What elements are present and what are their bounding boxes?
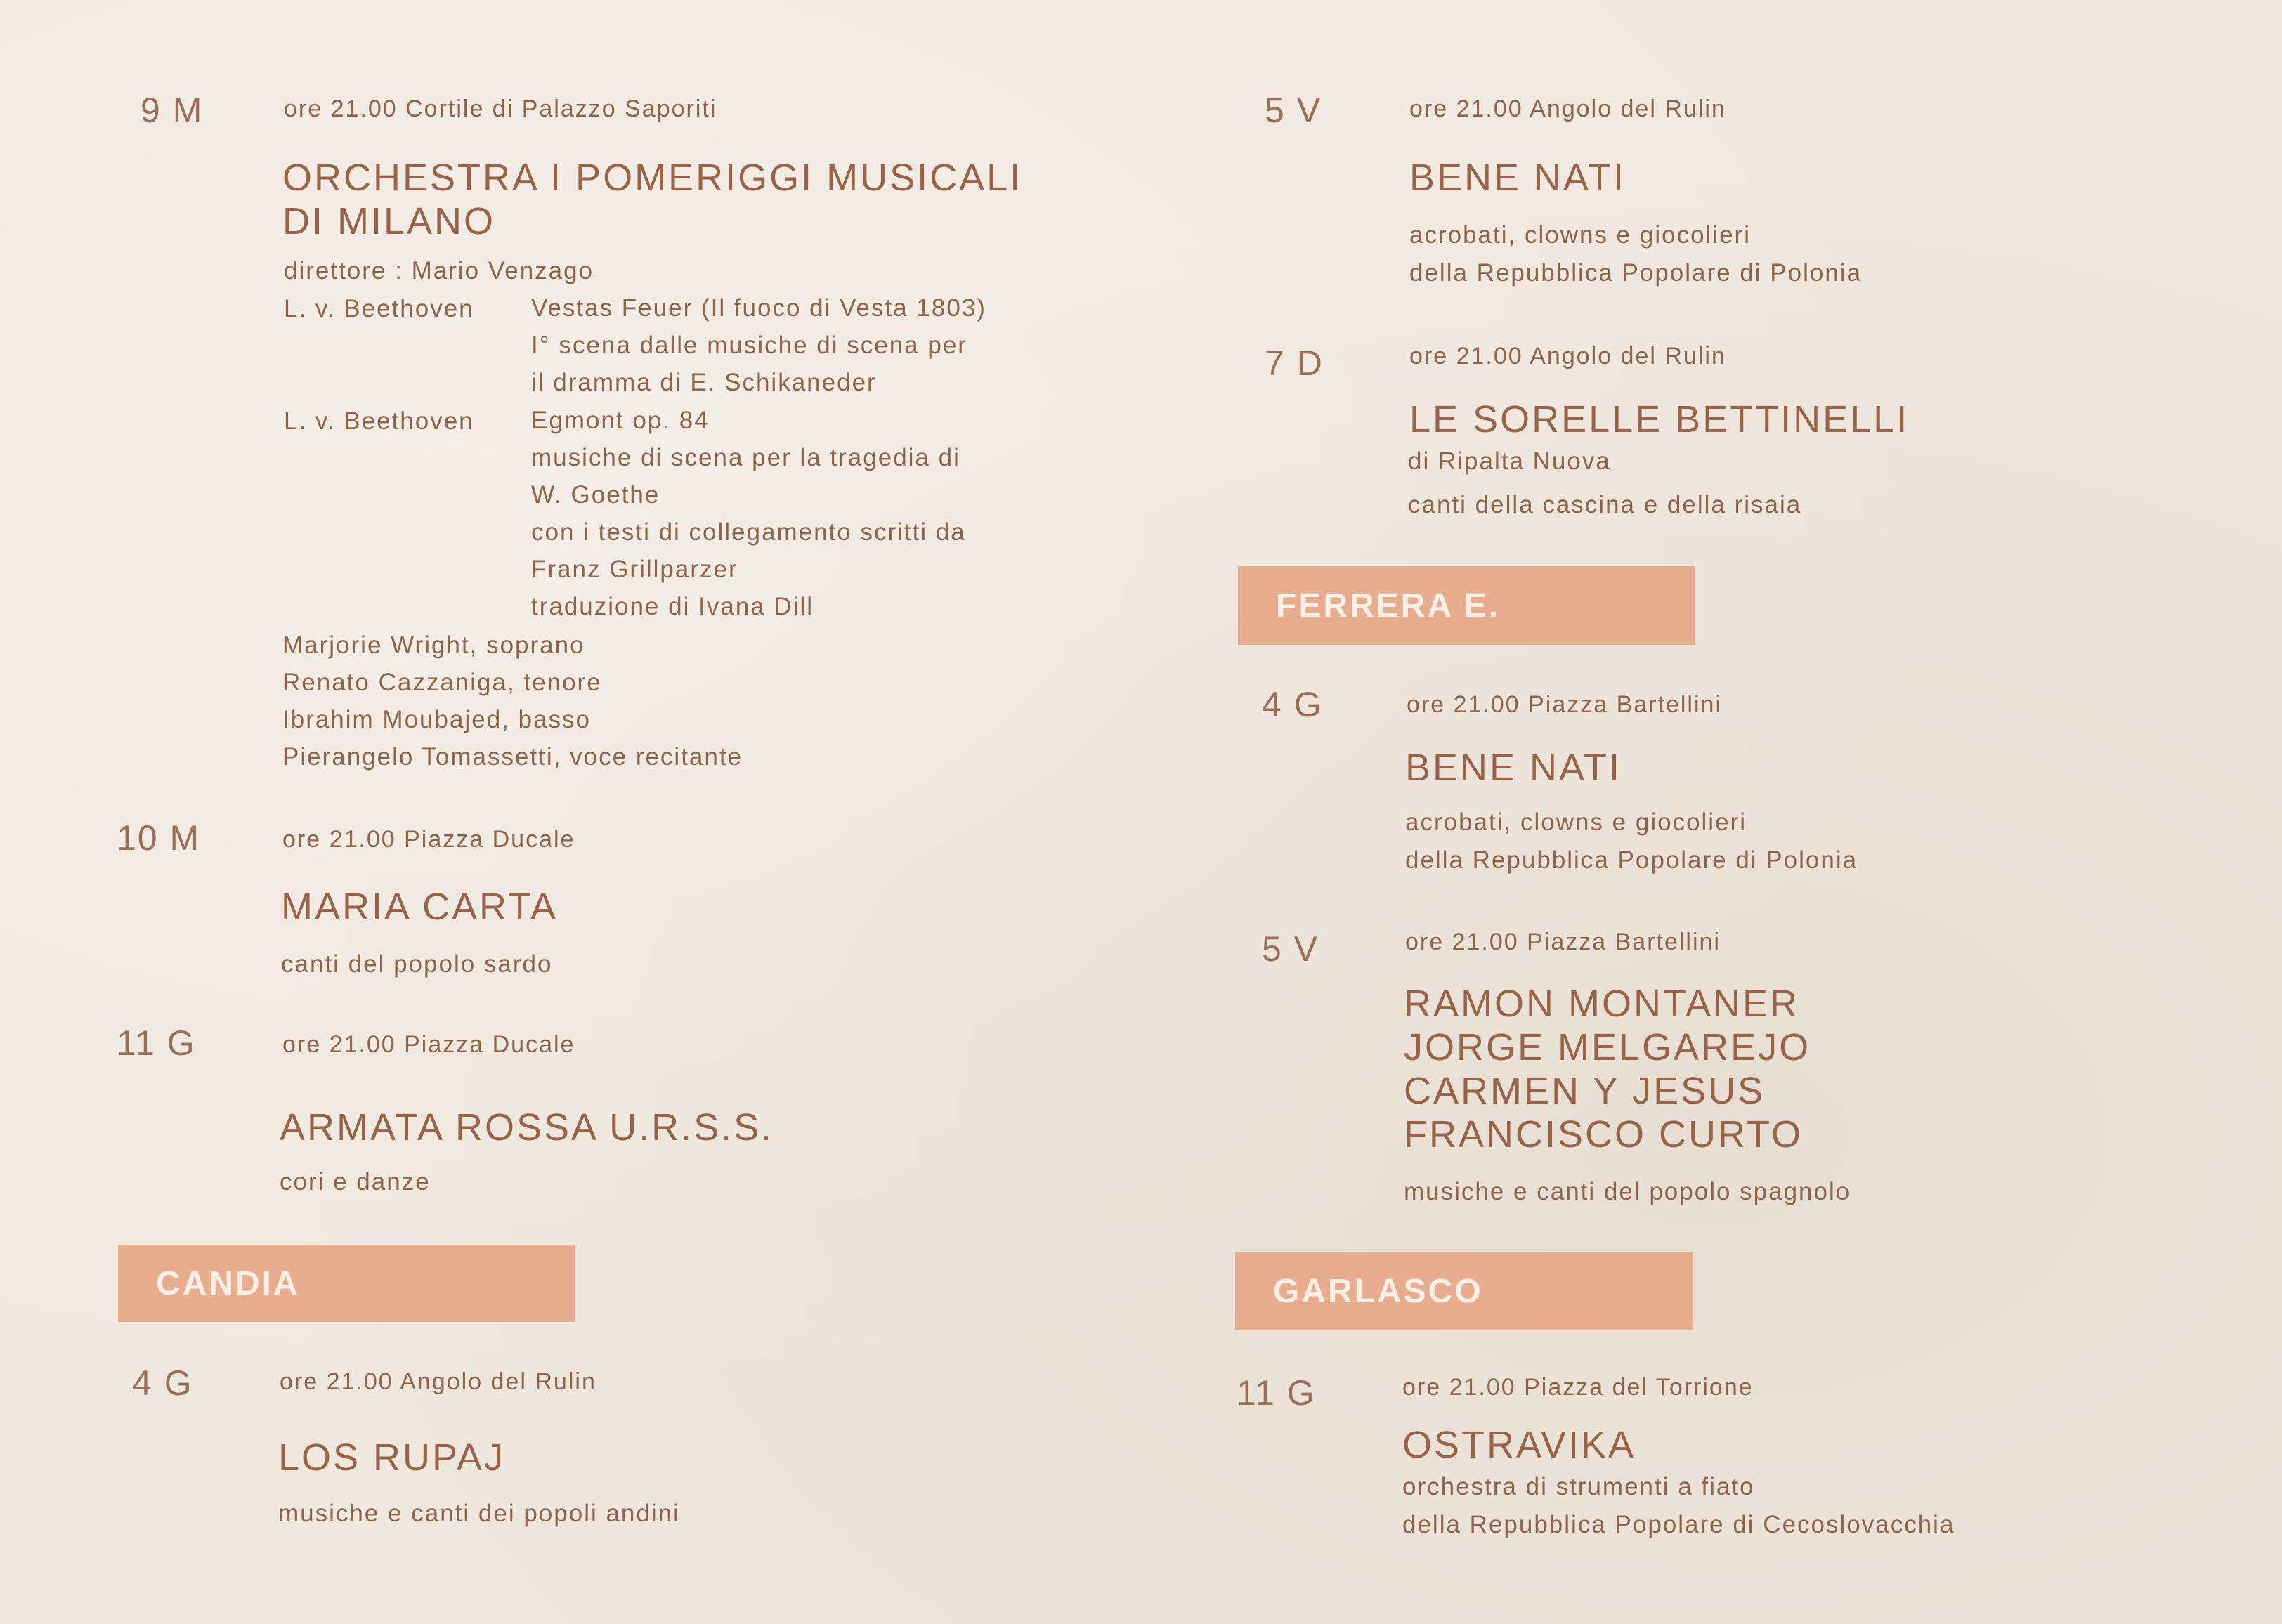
event-time-place: ore 21.00 Piazza Bartellini [1405, 929, 1721, 955]
event-title: LE SORELLE BETTINELLI [1409, 398, 1910, 440]
event-time-place: ore 21.00 Piazza Bartellini [1407, 691, 1723, 718]
program-work [531, 402, 966, 625]
section-header-candia: CANDIA [118, 1245, 575, 1322]
event-description: canti del popolo sardo [281, 950, 553, 978]
event-time-place: ore 21.00 Piazza del Torrione [1402, 1374, 1754, 1401]
event-title [1404, 982, 1811, 1156]
event-date: 4 G [1262, 685, 1323, 724]
program-line: traduzione di Ivana Dill [531, 593, 814, 620]
event-title: BENE NATI [1409, 157, 1626, 199]
event-date: 5 V [1265, 91, 1322, 130]
desc-line: di Ripalta Nuova [1408, 447, 1611, 475]
event-time-place: ore 21.00 Angolo del Rulin [1409, 96, 1726, 122]
event-time-place: ore 21.00 Piazza Ducale [282, 826, 575, 853]
composer: L. v. Beethoven [284, 407, 474, 435]
program-line: I° scena dalle musiche di scena per [531, 332, 967, 359]
section-header-garlasco: GARLASCO [1235, 1252, 1693, 1330]
program-line: Egmont op. 84 [531, 407, 710, 434]
event-description: musiche e canti del popolo spagnolo [1404, 1178, 1851, 1205]
section-header-ferrera: FERRERA E. [1238, 566, 1695, 645]
event-date: 5 V [1262, 929, 1319, 969]
performer: Ibrahim Moubajed, basso [282, 706, 591, 733]
event-description [1409, 216, 1862, 292]
program-line: Vestas Feuer (Il fuoco di Vesta 1803) [531, 294, 986, 322]
title-line: CARMEN Y JESUS [1404, 1070, 1766, 1112]
event-title: OSTRAVIKA [1402, 1424, 1636, 1466]
program-line: con i testi di collegamento scritti da [531, 518, 966, 546]
program-work [531, 289, 986, 401]
event-time-place: ore 21.00 Angolo del Rulin [280, 1368, 596, 1395]
performer: Pierangelo Tomassetti, voce recitante [282, 743, 743, 771]
event-description [1402, 1468, 1955, 1544]
conductor: direttore : Mario Venzago [284, 257, 594, 284]
event-description [1405, 804, 1858, 879]
event-date: 4 G [132, 1363, 193, 1403]
performer: Marjorie Wright, soprano [282, 631, 585, 659]
desc-line: della Repubblica Popolare di Cecoslovacchia [1402, 1511, 1955, 1538]
event-date: 9 M [141, 91, 204, 130]
event-description: musiche e canti dei popoli andini [278, 1500, 680, 1527]
event-description [1408, 443, 1801, 524]
event-date: 11 G [117, 1023, 196, 1063]
title-line: FRANCISCO CURTO [1404, 1113, 1804, 1155]
desc-line: canti della cascina e della risaia [1408, 491, 1802, 518]
event-date: 7 D [1265, 343, 1324, 383]
title-line: DI MILANO [282, 200, 496, 242]
event-time-place: ore 21.00 Piazza Ducale [282, 1031, 575, 1058]
event-title: MARIA CARTA [281, 886, 559, 928]
event-description: cori e danze [280, 1168, 431, 1196]
program-line: W. Goethe [531, 481, 660, 509]
event-title: LOS RUPAJ [278, 1436, 506, 1479]
event-date: 10 M [117, 818, 201, 858]
composer: L. v. Beethoven [284, 295, 474, 322]
event-date: 11 G [1237, 1373, 1316, 1413]
desc-line: orchestra di strumenti a fiato [1402, 1473, 1755, 1500]
title-line: RAMON MONTANER [1404, 983, 1799, 1025]
desc-line: acrobati, clowns e giocolieri [1405, 808, 1747, 836]
program-line: il dramma di E. Schikaneder [531, 369, 877, 396]
program-line: musiche di scena per la tragedia di [531, 444, 960, 471]
event-time-place: ore 21.00 Angolo del Rulin [1409, 343, 1726, 369]
program-line: Franz Grillparzer [531, 556, 738, 583]
title-line: JORGE MELGAREJO [1404, 1026, 1811, 1068]
title-line: ORCHESTRA I POMERIGGI MUSICALI [282, 157, 1023, 199]
event-title [282, 156, 1022, 243]
desc-line: della Repubblica Popolare di Polonia [1409, 259, 1863, 287]
desc-line: della Repubblica Popolare di Polonia [1405, 846, 1858, 874]
performer: Renato Cazzaniga, tenore [282, 669, 602, 696]
event-title: ARMATA ROSSA U.R.S.S. [280, 1106, 774, 1148]
desc-line: acrobati, clowns e giocolieri [1409, 221, 1751, 249]
performers [282, 627, 743, 775]
event-title: BENE NATI [1405, 747, 1622, 789]
event-time-place: ore 21.00 Cortile di Palazzo Saporiti [284, 96, 717, 122]
